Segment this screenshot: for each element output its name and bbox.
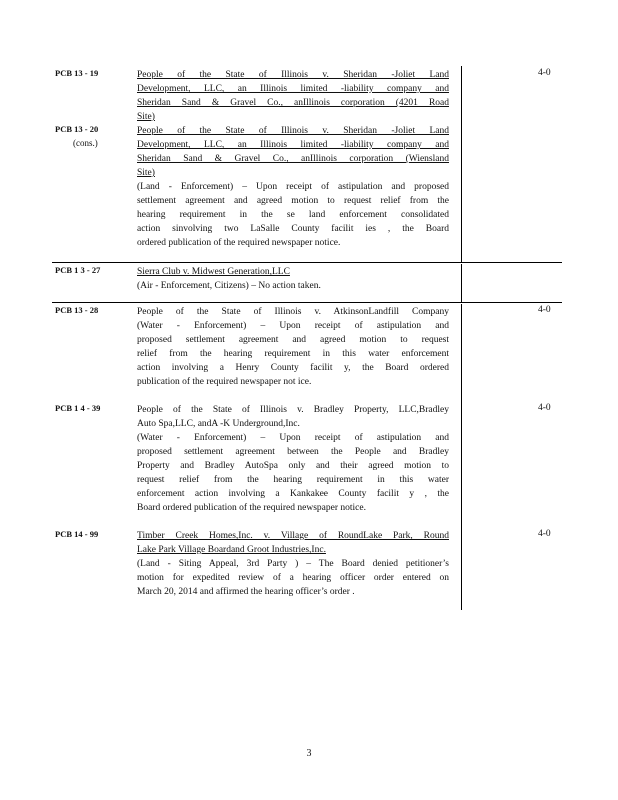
text-line: People of the State of Illinois v. Bradley Property, LLC,Bradley <box>137 405 449 415</box>
case-number: PCB 13 - 20 <box>55 124 99 134</box>
text-line: Property and Bradley AutoSpa only and their agreed motion to <box>137 461 449 471</box>
text-line: action sinvolving two LaSalle County facilit ies , the Board <box>137 224 449 234</box>
case-number: PCB 13 - 19 <box>55 68 99 78</box>
text-line: action involving a Henry County facilit y, the Board ordered <box>137 363 449 373</box>
text-line: March 20, 2014 and affirmed the hearing officer’s order . <box>137 587 355 597</box>
text-line: (Water - Enforcement) – Upon receipt of astipulation and <box>137 433 449 443</box>
text-line: publication of the required newspaper not ice. <box>137 377 312 387</box>
text-line: Auto Spa,LLC, andA -K Underground,Inc. <box>137 419 300 429</box>
column-divider-3 <box>461 304 462 610</box>
text-line: (Land - Siting Appeal, 3rd Party ) – The Board denied petitioner’s <box>137 559 449 569</box>
vote-count: 4-0 <box>538 403 551 413</box>
text-line: ordered publication of the required newspaper notice. <box>137 238 341 248</box>
column-divider-2 <box>461 264 462 302</box>
vote-count: 4-0 <box>538 529 551 539</box>
caption-line: People of the State of Illinois v. Sheridan -Joliet Land <box>137 70 449 80</box>
entry-body <box>137 265 449 293</box>
case-number: PCB 1 3 - 27 <box>55 265 101 275</box>
text-line: request relief from the hearing requirement in this water <box>137 475 449 485</box>
caption-line: Development, LLC, an Illinois limited -liability company and <box>137 140 449 150</box>
caption-line: Lake Park Village Boardand Groot Industries,Inc. <box>137 545 326 555</box>
row-separator-2 <box>52 302 562 303</box>
caption-line: Site) <box>137 168 155 178</box>
column-divider-1 <box>461 66 462 262</box>
entry-body <box>137 68 449 124</box>
entry-body <box>137 403 449 515</box>
vote-count: 4-0 <box>538 305 551 315</box>
text-line: motion for expedited review of a hearing officer order entered on <box>137 573 449 583</box>
case-number: PCB 14 - 99 <box>55 529 99 539</box>
text-line: enforcement action involving a Kankakee County facilit y , the <box>137 489 449 499</box>
vote-count: 4-0 <box>538 68 551 78</box>
caption-line: Development, LLC, an Illinois limited -liability company and <box>137 84 449 94</box>
text-line: Board ordered publication of the required newspaper notice. <box>137 503 366 513</box>
page-number: 3 <box>306 748 312 759</box>
text-line: (Air - Enforcement, Citizens) – No action taken. <box>137 281 321 291</box>
case-number: PCB 13 - 28 <box>55 305 99 315</box>
text-line: proposed settlement agreement and agreed motion to request <box>137 335 449 345</box>
caption-line: Sheridan Sand & Gravel Co., anIllinois corporation (4201 Road <box>137 98 449 108</box>
text-line: proposed settlement agreement between the People and Bradley <box>137 447 449 457</box>
caption-line: Timber Creek Homes,Inc. v. Village of RoundLake Park, Round <box>137 531 449 541</box>
case-number: PCB 1 4 - 39 <box>55 403 101 413</box>
text-line: settlement agreement and agreed motion to request relief from the <box>137 196 449 206</box>
consolidated-label: (cons.) <box>73 138 98 148</box>
text-line: (Land - Enforcement) – Upon receipt of astipulation and proposed <box>137 182 449 192</box>
text-line: relief from the hearing requirement in this water enforcement <box>137 349 449 359</box>
text-line: (Water - Enforcement) – Upon receipt of astipulation and <box>137 321 449 331</box>
caption-line: Sierra Club v. Midwest Generation,LLC <box>137 267 290 277</box>
entry-body <box>137 124 449 250</box>
row-separator-1 <box>52 262 562 263</box>
caption-line: Sheridan Sand & Gravel Co., anIllinois corporation (Wiensland <box>137 154 449 164</box>
entry-body <box>137 305 449 389</box>
entry-body <box>137 529 449 599</box>
text-line: hearing requirement in the se land enforcement consolidated <box>137 210 449 220</box>
caption-line: People of the State of Illinois v. Sheridan -Joliet Land <box>137 126 449 136</box>
text-line: People of the State of Illinois v. AtkinsonLandfill Company <box>137 307 449 317</box>
caption-line: Site) <box>137 112 155 122</box>
